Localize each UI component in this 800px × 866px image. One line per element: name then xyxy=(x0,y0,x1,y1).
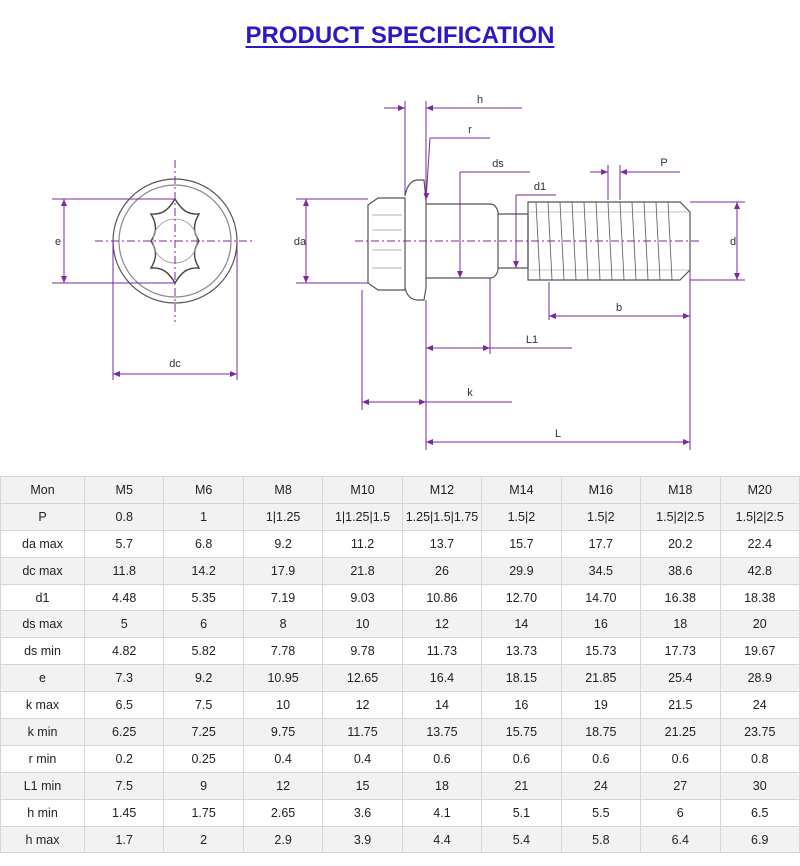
value-cell: 18.38 xyxy=(720,584,800,611)
value-cell: 2.65 xyxy=(243,799,322,826)
value-cell: 3.6 xyxy=(323,799,402,826)
value-cell: 0.8 xyxy=(85,503,164,530)
value-cell: 5.82 xyxy=(164,638,243,665)
value-cell: 2 xyxy=(164,826,243,853)
row-label-cell: ds min xyxy=(1,638,85,665)
value-cell: 1.75 xyxy=(164,799,243,826)
value-cell: 9.2 xyxy=(164,665,243,692)
value-cell: 5 xyxy=(85,611,164,638)
label-d1: d1 xyxy=(533,181,547,193)
value-cell: 21.5 xyxy=(641,692,720,719)
value-cell: 6.8 xyxy=(164,530,243,557)
row-label-cell: k max xyxy=(1,692,85,719)
value-cell: 5.4 xyxy=(482,826,561,853)
value-cell: 21 xyxy=(482,772,561,799)
value-cell: 0.25 xyxy=(164,745,243,772)
table-row xyxy=(1,745,800,772)
value-cell: 16.4 xyxy=(402,665,481,692)
value-cell: 21.8 xyxy=(323,557,402,584)
value-cell: 10.95 xyxy=(243,665,322,692)
value-cell: 12.65 xyxy=(323,665,402,692)
header-cell: M8 xyxy=(243,477,322,504)
label-d: d xyxy=(729,236,737,248)
value-cell: 11.73 xyxy=(402,638,481,665)
value-cell: 11.75 xyxy=(323,719,402,746)
value-cell: 8 xyxy=(243,611,322,638)
label-da: da xyxy=(293,236,307,248)
table-row xyxy=(1,584,800,611)
value-cell: 1.5|2|2.5 xyxy=(641,503,720,530)
value-cell: 0.2 xyxy=(85,745,164,772)
label-h: h xyxy=(476,94,484,106)
value-cell: 30 xyxy=(720,772,800,799)
spec-table xyxy=(0,476,800,853)
value-cell: 21.85 xyxy=(561,665,640,692)
value-cell: 4.82 xyxy=(85,638,164,665)
header-cell: M6 xyxy=(164,477,243,504)
value-cell: 15.7 xyxy=(482,530,561,557)
row-label-cell: dc max xyxy=(1,557,85,584)
value-cell: 18 xyxy=(641,611,720,638)
value-cell: 20.2 xyxy=(641,530,720,557)
label-ds: ds xyxy=(492,158,504,170)
value-cell: 5.7 xyxy=(85,530,164,557)
value-cell: 0.6 xyxy=(402,745,481,772)
label-L: L xyxy=(554,428,562,440)
value-cell: 10 xyxy=(243,692,322,719)
value-cell: 4.48 xyxy=(85,584,164,611)
header-cell: M5 xyxy=(85,477,164,504)
value-cell: 29.9 xyxy=(482,557,561,584)
table-row xyxy=(1,799,800,826)
value-cell: 26 xyxy=(402,557,481,584)
value-cell: 7.3 xyxy=(85,665,164,692)
header-cell: M20 xyxy=(720,477,800,504)
value-cell: 0.6 xyxy=(482,745,561,772)
table-row xyxy=(1,826,800,853)
table-row xyxy=(1,611,800,638)
value-cell: 0.4 xyxy=(243,745,322,772)
value-cell: 1|1.25|1.5 xyxy=(323,503,402,530)
header-cell: M12 xyxy=(402,477,481,504)
value-cell: 0.6 xyxy=(561,745,640,772)
value-cell: 18 xyxy=(402,772,481,799)
value-cell: 22.4 xyxy=(720,530,800,557)
row-label-cell: h min xyxy=(1,799,85,826)
value-cell: 0.4 xyxy=(323,745,402,772)
value-cell: 9.78 xyxy=(323,638,402,665)
row-label-cell: k min xyxy=(1,719,85,746)
value-cell: 17.73 xyxy=(641,638,720,665)
header-cell: Mon xyxy=(1,477,85,504)
value-cell: 1|1.25 xyxy=(243,503,322,530)
value-cell: 28.9 xyxy=(720,665,800,692)
value-cell: 0.6 xyxy=(641,745,720,772)
value-cell: 38.6 xyxy=(641,557,720,584)
value-cell: 6.5 xyxy=(85,692,164,719)
header-cell: M14 xyxy=(482,477,561,504)
value-cell: 14 xyxy=(402,692,481,719)
value-cell: 23.75 xyxy=(720,719,800,746)
value-cell: 18.15 xyxy=(482,665,561,692)
value-cell: 25.4 xyxy=(641,665,720,692)
value-cell: 4.4 xyxy=(402,826,481,853)
value-cell: 13.75 xyxy=(402,719,481,746)
value-cell: 3.9 xyxy=(323,826,402,853)
row-label-cell: h max xyxy=(1,826,85,853)
header-cell: M10 xyxy=(323,477,402,504)
value-cell: 14.2 xyxy=(164,557,243,584)
value-cell: 6.5 xyxy=(720,799,800,826)
value-cell: 6.9 xyxy=(720,826,800,853)
table-row xyxy=(1,719,800,746)
value-cell: 18.75 xyxy=(561,719,640,746)
label-P: P xyxy=(660,157,668,169)
value-cell: 5.5 xyxy=(561,799,640,826)
value-cell: 11.2 xyxy=(323,530,402,557)
value-cell: 15.73 xyxy=(561,638,640,665)
value-cell: 14.70 xyxy=(561,584,640,611)
table-row xyxy=(1,692,800,719)
value-cell: 24 xyxy=(720,692,800,719)
label-k: k xyxy=(467,387,473,399)
label-r: r xyxy=(468,124,472,136)
value-cell: 17.7 xyxy=(561,530,640,557)
value-cell: 17.9 xyxy=(243,557,322,584)
value-cell: 9.75 xyxy=(243,719,322,746)
value-cell: 7.5 xyxy=(85,772,164,799)
value-cell: 2.9 xyxy=(243,826,322,853)
label-L1: L1 xyxy=(525,334,539,346)
value-cell: 0.8 xyxy=(720,745,800,772)
table-header-row xyxy=(1,477,800,504)
value-cell: 27 xyxy=(641,772,720,799)
value-cell: 16 xyxy=(482,692,561,719)
value-cell: 1.5|2 xyxy=(482,503,561,530)
value-cell: 4.1 xyxy=(402,799,481,826)
value-cell: 1 xyxy=(164,503,243,530)
row-label-cell: L1 min xyxy=(1,772,85,799)
page-title: PRODUCT SPECIFICATION xyxy=(245,22,555,49)
value-cell: 9.03 xyxy=(323,584,402,611)
value-cell: 21.25 xyxy=(641,719,720,746)
value-cell: 1.45 xyxy=(85,799,164,826)
value-cell: 15 xyxy=(323,772,402,799)
value-cell: 42.8 xyxy=(720,557,800,584)
value-cell: 6 xyxy=(164,611,243,638)
value-cell: 9 xyxy=(164,772,243,799)
value-cell: 1.5|2 xyxy=(561,503,640,530)
value-cell: 5.8 xyxy=(561,826,640,853)
row-label-cell: r min xyxy=(1,745,85,772)
label-e: e xyxy=(54,236,62,248)
label-dc: dc xyxy=(169,358,181,370)
table-row xyxy=(1,638,800,665)
table-row xyxy=(1,772,800,799)
value-cell: 7.25 xyxy=(164,719,243,746)
row-label-cell: e xyxy=(1,665,85,692)
value-cell: 20 xyxy=(720,611,800,638)
value-cell: 7.78 xyxy=(243,638,322,665)
value-cell: 12 xyxy=(323,692,402,719)
value-cell: 16.38 xyxy=(641,584,720,611)
value-cell: 7.5 xyxy=(164,692,243,719)
bolt-technical-drawing xyxy=(0,80,800,460)
value-cell: 15.75 xyxy=(482,719,561,746)
value-cell: 12 xyxy=(402,611,481,638)
row-label-cell: P xyxy=(1,503,85,530)
value-cell: 1.25|1.5|1.75 xyxy=(402,503,481,530)
table-row xyxy=(1,503,800,530)
value-cell: 12.70 xyxy=(482,584,561,611)
value-cell: 19.67 xyxy=(720,638,800,665)
header-cell: M16 xyxy=(561,477,640,504)
row-label-cell: da max xyxy=(1,530,85,557)
value-cell: 34.5 xyxy=(561,557,640,584)
value-cell: 6 xyxy=(641,799,720,826)
value-cell: 7.19 xyxy=(243,584,322,611)
table-row xyxy=(1,530,800,557)
header-cell: M18 xyxy=(641,477,720,504)
value-cell: 12 xyxy=(243,772,322,799)
value-cell: 10 xyxy=(323,611,402,638)
bolt-side-view xyxy=(368,180,690,300)
value-cell: 5.35 xyxy=(164,584,243,611)
value-cell: 11.8 xyxy=(85,557,164,584)
value-cell: 5.1 xyxy=(482,799,561,826)
value-cell: 6.25 xyxy=(85,719,164,746)
value-cell: 24 xyxy=(561,772,640,799)
table-row xyxy=(1,557,800,584)
value-cell: 1.5|2|2.5 xyxy=(720,503,800,530)
value-cell: 10.86 xyxy=(402,584,481,611)
value-cell: 14 xyxy=(482,611,561,638)
value-cell: 19 xyxy=(561,692,640,719)
value-cell: 13.73 xyxy=(482,638,561,665)
value-cell: 1.7 xyxy=(85,826,164,853)
value-cell: 9.2 xyxy=(243,530,322,557)
value-cell: 6.4 xyxy=(641,826,720,853)
value-cell: 13.7 xyxy=(402,530,481,557)
label-b: b xyxy=(615,302,623,314)
table-row xyxy=(1,665,800,692)
row-label-cell: d1 xyxy=(1,584,85,611)
value-cell: 16 xyxy=(561,611,640,638)
row-label-cell: ds max xyxy=(1,611,85,638)
